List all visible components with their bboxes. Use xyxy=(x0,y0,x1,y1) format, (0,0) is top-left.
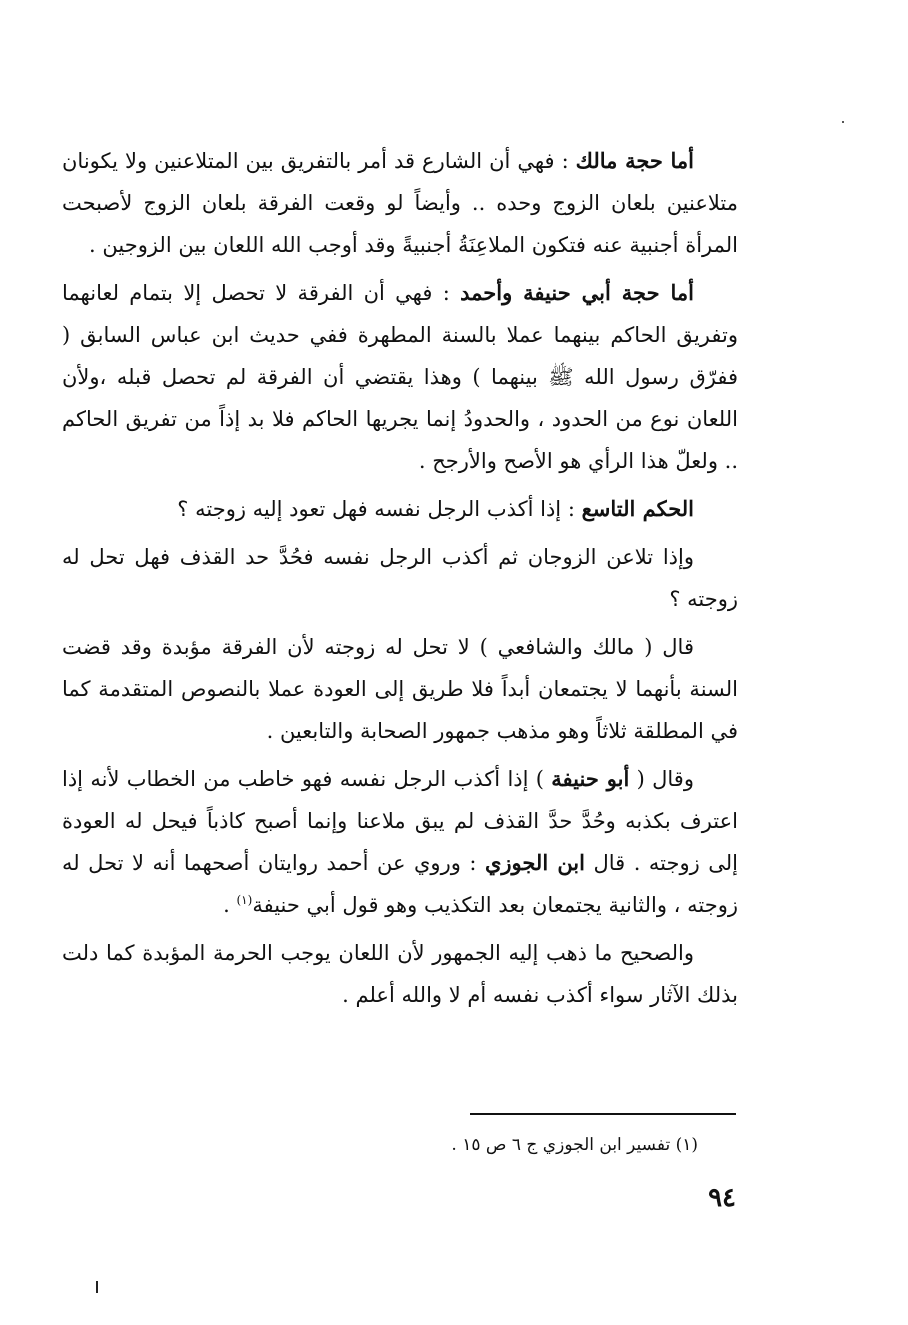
paragraph-malik-argument xyxy=(62,140,738,266)
paragraph-conclusion xyxy=(62,932,738,1016)
section-heading-question: : إذا أكذب الرجل نفسه فهل تعود إليه زوجته ؟ xyxy=(177,497,582,521)
paragraph-malik-shafii-opinion xyxy=(62,626,738,752)
page-number: ٩٤ xyxy=(708,1183,736,1213)
paragraph-heading: أما حجة أبي حنيفة وأحمد xyxy=(460,280,694,305)
footnote-divider xyxy=(470,1113,736,1115)
bold-name-abu-hanifa: أبو حنيفة xyxy=(551,766,630,791)
paragraph-abu-hanifa-opinion xyxy=(62,758,738,926)
section-heading-ninth-ruling xyxy=(62,488,738,530)
paragraph-text-part: . xyxy=(223,893,237,917)
paragraph-text-part: : وروي عن أحمد روايتان أصحهما أنه لا تحل له زوجته ، والثانية يجتمعان بعد التكذيب وهو قول أبي حنيفة xyxy=(62,851,738,917)
paragraph-question xyxy=(62,536,738,620)
paragraph-text-part: وقال ( xyxy=(629,767,694,791)
section-heading-label: الحكم التاسع xyxy=(581,496,694,521)
paragraph-text: قال ( مالك والشافعي ) لا تحل له زوجته لأن الفرقة مؤبدة وقد قضت السنة بأنهما لا يجتمعان أبداً فلا طريق إلى العودة عملا بالنصوص المتقدمة كما في المطلقة ثلاثاً وهو مذهب جمهور الصحابة والتابعين . xyxy=(62,635,738,743)
paragraph-text: والصحيح ما ذهب إليه الجمهور لأن اللعان يوجب الحرمة المؤبدة كما دلت بذلك الآثار سواء أكذب نفسه أم لا والله أعلم . xyxy=(62,941,738,1007)
paragraph-text: وإذا تلاعن الزوجان ثم أكذب الرجل نفسه فحُدَّ حد القذف فهل تحل له زوجته ؟ xyxy=(62,545,738,611)
bold-name-ibn-al-jawzi: ابن الجوزي xyxy=(484,850,585,875)
scan-mark xyxy=(96,1281,98,1293)
scan-dot xyxy=(842,121,844,123)
footnote: (١) تفسير ابن الجوزي ج ٦ ص ١٥ . xyxy=(451,1135,698,1155)
paragraph-text: : فهي أن الفرقة لا تحصل إلا بتمام لعانهما وتفريق الحاكم بينهما عملا بالسنة المطهرة ففي حديث ابن عباس السابق ( ففرّق رسول الله ﷺ بينهما ) وهذا يقتضي أن الفرقة لم تحصل قبله ،ولأن اللعان نوع من الحدود ، والحدودُ إنما يجريها الحاكم فلا بد إذاً من تفريق الحاكم .. ولعلّ هذا الرأي هو الأصح والأرجح . xyxy=(62,281,738,473)
paragraph-text-part: ) إذا أكذب الرجل نفسه فهو خاطب من الخطاب لأنه إذا اعترف بكذبه وحُدَّ حدَّ القذف لم يبق ملاعنا وإنما أصبح كاذباً فيحل له العودة إلى زوجته . قال xyxy=(62,767,738,875)
page-body xyxy=(62,140,738,1022)
footnote-marker: (١) xyxy=(236,893,253,907)
paragraph-heading: أما حجة مالك xyxy=(575,148,694,173)
paragraph-hanafi-argument xyxy=(62,272,738,482)
paragraph-text: : فهي أن الشارع قد أمر بالتفريق بين المتلاعنين ولا يكونان متلاعنين بلعان الزوج وحده .. وأيضاً لو وقعت الفرقة بلعان الزوج لأصبحت المرأة أجنبية عنه فتكون الملاعِنَةُ أجنبيةً وقد أوجب الله اللعان بين الزوجين . xyxy=(62,149,738,257)
